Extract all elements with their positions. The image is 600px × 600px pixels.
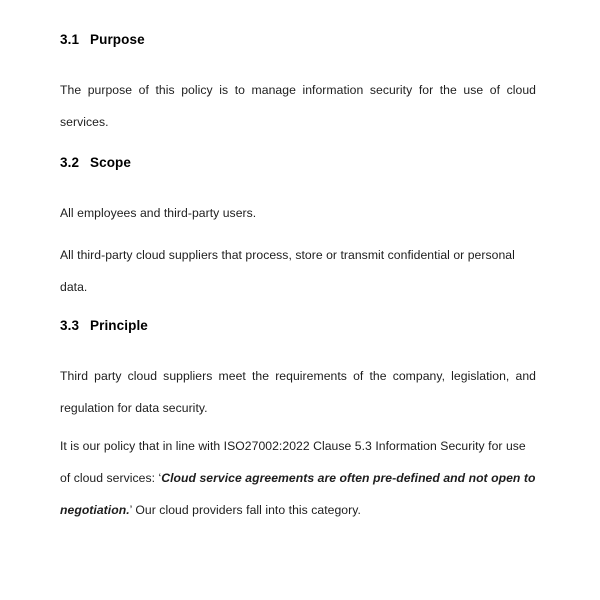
paragraph-purpose: The purpose of this policy is to manage information security for the use of cloud services. — [60, 83, 536, 129]
heading-3-2-number: 3.2 — [60, 155, 80, 170]
heading-3-3-title: Principle — [90, 318, 148, 333]
heading-3-1-title: Purpose — [90, 32, 145, 47]
paragraph-scope-suppliers: All third-party cloud suppliers that process, store or transmit confidential or personal data. — [60, 248, 515, 294]
heading-3-3-number: 3.3 — [60, 318, 80, 333]
heading-3-2 — [60, 155, 536, 170]
paragraph-principle-requirements: Third party cloud suppliers meet the requirements of the company, legislation, and regulation for data security. — [60, 369, 536, 415]
paragraph-scope-employees: All employees and third-party users. — [60, 206, 257, 220]
policy-statement-emphasis: Cloud service agreements are often pre-defined and not open to negotiation. — [60, 471, 536, 517]
heading-3-3 — [60, 318, 536, 333]
paragraph-policy-statement — [60, 430, 536, 526]
policy-statement-lead-in: It is our policy that in line with ISO27002:2022 Clause 5.3 Information Security for use of cloud services: ‘ — [60, 439, 526, 485]
policy-statement-tail: ’ Our cloud providers fall into this category. — [129, 503, 361, 517]
heading-3-1 — [60, 32, 536, 47]
heading-3-1-number: 3.1 — [60, 32, 80, 47]
heading-3-2-title: Scope — [90, 155, 132, 170]
